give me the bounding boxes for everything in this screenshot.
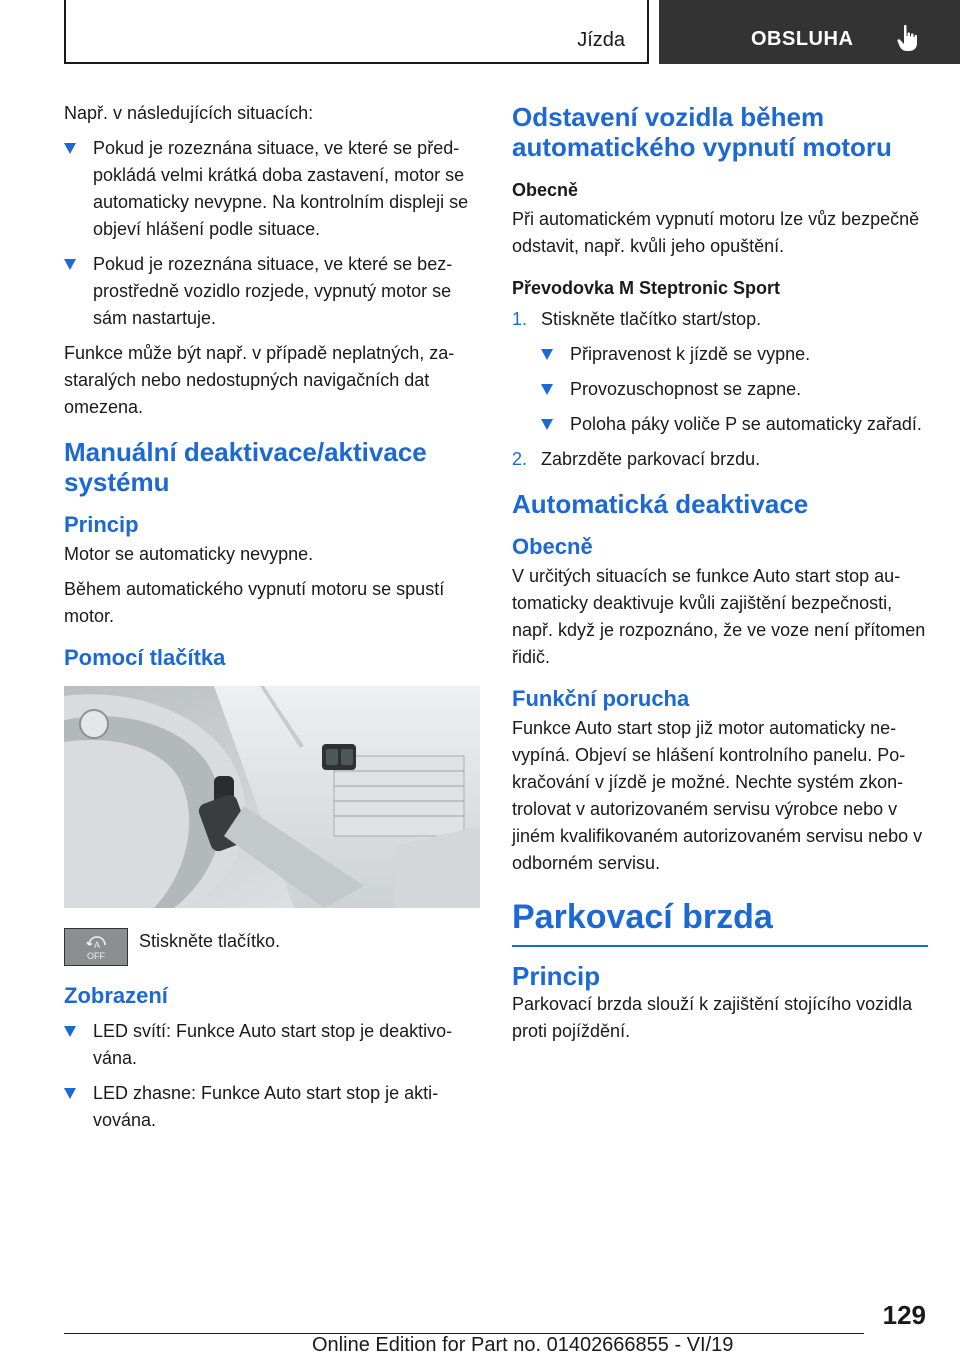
situations-list bbox=[64, 135, 480, 332]
heading-automaticka-deaktivace: Automatická deaktivace bbox=[512, 489, 809, 519]
list-item: Provozuschopnost se zapne. bbox=[541, 376, 928, 403]
heading-odstaveni: Odstavení vozidla během automatického vypnutí motoru bbox=[512, 102, 892, 162]
dashboard-illustration bbox=[64, 686, 480, 908]
triangle-bullet-icon bbox=[64, 143, 76, 154]
off-label: OFF bbox=[87, 951, 105, 961]
princip-text-2: Během automatického vypnutí motoru se spustí motor. bbox=[64, 579, 445, 626]
step-text: Zabrzděte parkovací brzdu. bbox=[541, 449, 761, 469]
svg-text:A: A bbox=[94, 940, 101, 950]
triangle-bullet-icon bbox=[541, 419, 553, 430]
button-caption: Stiskněte tlačítko. bbox=[139, 931, 281, 951]
footer-edition: Online Edition for Part no. 01402666855 - VI/19 bbox=[312, 1334, 734, 1356]
princip-text-1: Motor se automaticky nevypne. bbox=[64, 544, 314, 564]
triangle-bullet-icon bbox=[64, 1026, 76, 1037]
triangle-bullet-icon bbox=[64, 1088, 76, 1099]
heading-prevodovka: Převodovka M Steptronic Sport bbox=[512, 278, 781, 298]
list-item: LED svítí: Funkce Auto start stop je deaktivována. bbox=[64, 1018, 480, 1072]
intro-text: Např. v následujících situacích: bbox=[64, 103, 314, 123]
obecne-text: Při automatickém vypnutí motoru lze vůz bezpečně odstavit, např. kvůli jeho opuštění. bbox=[512, 209, 920, 256]
heading-obecne: Obecně bbox=[512, 180, 579, 200]
header-section-box bbox=[64, 0, 649, 64]
porucha-text: Funkce Auto start stop již motor automaticky nevypíná. Objeví se hlášení kontrolního panelu. Pokračování v jízdě je možné. Nechte systém zkontrolovat v autorizovaném servisu výrobce nebo v jiném kvalifikovaném autorizovaném servisu nebo v odborném servisu. bbox=[512, 718, 923, 873]
left-column bbox=[64, 100, 480, 1142]
step-substeps bbox=[541, 341, 928, 438]
triangle-bullet-icon bbox=[541, 384, 553, 395]
list-item: Pokud je rozeznána situace, ve které se předpokládá velmi krátká doba zastavení, motor se automaticky nevypne. Na kontrolním displeji se objeví hlášení podle situace. bbox=[64, 135, 480, 243]
heading-pomoci-tlacitka: Pomocí tlačítka bbox=[64, 645, 226, 670]
step-item bbox=[512, 446, 928, 473]
auto-start-stop-symbol-icon bbox=[65, 929, 129, 967]
heading-princip-2: Princip bbox=[512, 961, 601, 991]
list-item: Pokud je rozeznána situace, ve které se bezprostředně vozidlo rozjede, vypnutý motor se sám nastartuje. bbox=[64, 251, 480, 332]
heading-obecne-2: Obecně bbox=[512, 534, 593, 559]
auto-start-stop-button-icon bbox=[64, 928, 128, 966]
pointing-hand-icon bbox=[897, 24, 919, 52]
header-chapter-tab bbox=[659, 0, 960, 64]
page-number: 129 bbox=[882, 1300, 926, 1330]
step-text: Stiskněte tlačítko start/stop. bbox=[541, 309, 762, 329]
triangle-bullet-icon bbox=[541, 349, 553, 360]
step-item bbox=[512, 306, 928, 438]
heading-zobrazeni: Zobrazení bbox=[64, 983, 168, 1008]
step-number: 2. bbox=[512, 449, 528, 469]
heading-funkcni-porucha: Funkční porucha bbox=[512, 686, 690, 711]
header-section-title: Jízda bbox=[577, 29, 625, 51]
list-item: LED zhasne: Funkce Auto start stop je aktivována. bbox=[64, 1080, 480, 1134]
step-number: 1. bbox=[512, 309, 528, 329]
header-chapter-title: OBSLUHA bbox=[751, 28, 854, 50]
display-list bbox=[64, 1018, 480, 1134]
obecne-2-text: V určitých situacích se funkce Auto start stop automaticky deaktivuje kvůli zajištění bezpečnosti, např. když je rozpoznáno, že ve voze není přítomen řidič. bbox=[512, 566, 926, 667]
right-column bbox=[512, 100, 928, 1045]
list-item: Připravenost k jízdě se vypne. bbox=[541, 341, 928, 368]
button-caption-row bbox=[64, 928, 480, 968]
heading-parkovaci-brzda: Parkovací brzda bbox=[512, 895, 928, 947]
princip-2-text: Parkovací brzda slouží k zajištění stojícího vozidla proti pojíždění. bbox=[512, 994, 913, 1041]
triangle-bullet-icon bbox=[64, 259, 76, 270]
navigation-data-note: Funkce může být např. v případě neplatných, zastaralých nebo nedostupných navigačních dat omezena. bbox=[64, 343, 455, 417]
steps-list bbox=[512, 306, 928, 473]
heading-manual-deactivation: Manuální deaktivace/aktivace systému bbox=[64, 437, 427, 497]
heading-princip: Princip bbox=[64, 512, 139, 537]
list-item: Poloha páky voliče P se automaticky zařadí. bbox=[541, 411, 928, 438]
dashboard-photo bbox=[64, 686, 480, 908]
